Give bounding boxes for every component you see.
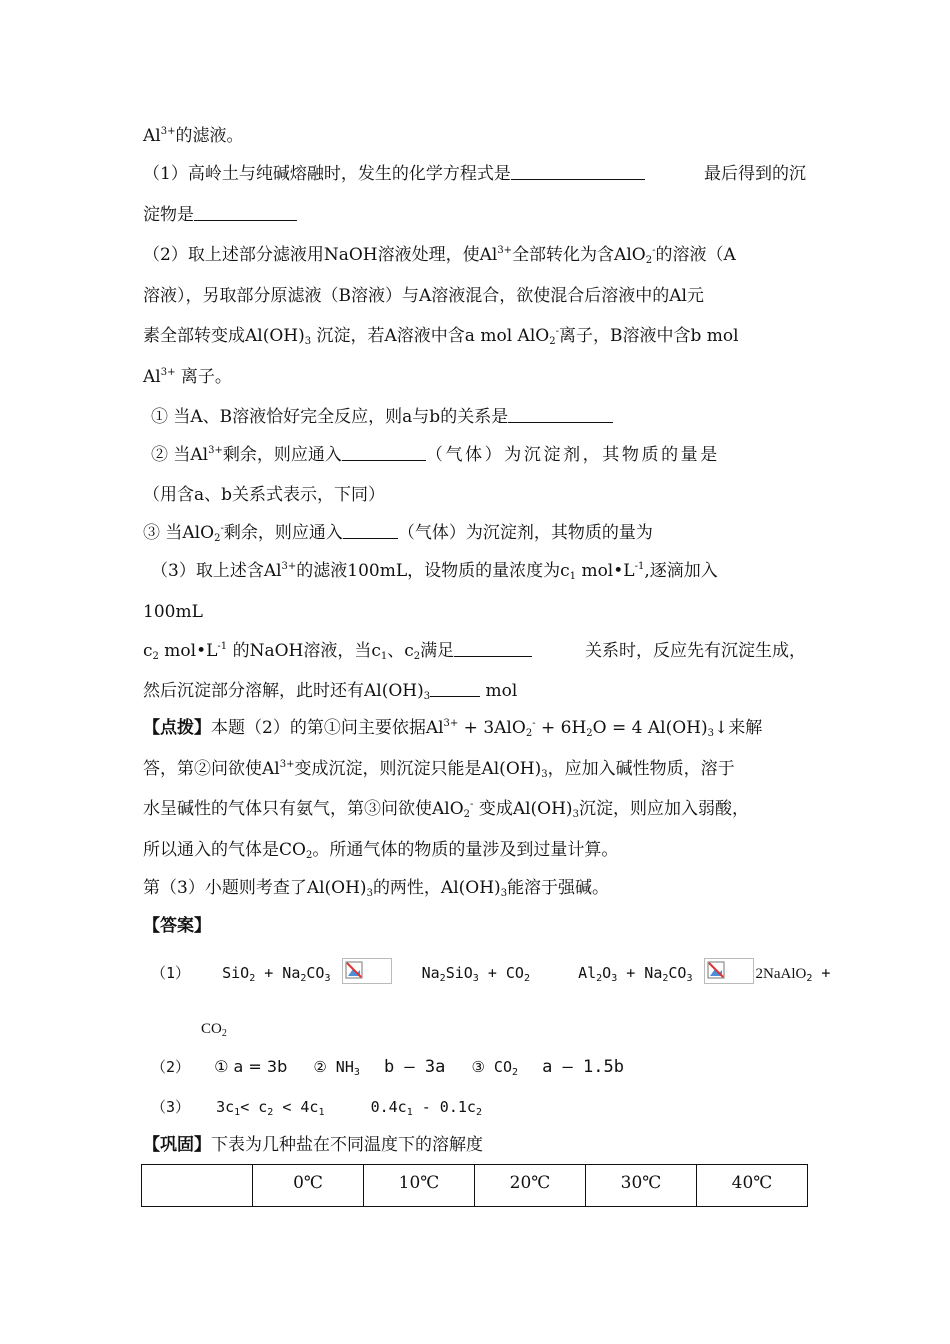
answer-heading: 【答案】 [143,916,211,936]
answer-blank[interactable] [342,446,426,461]
answer-blank[interactable] [430,682,480,697]
question-2-sub-2: ② 当$Al^{3+}$剩余，则应通入 （气体）为沉淀剂，其物质的量是 [151,445,720,465]
question-2-line-1: （2）取上述部分滤液用NaOH溶液处理，使Al $^{3+}$全部转化为含AlO$_2$-的溶液（A [143,245,736,266]
answer-blank[interactable] [194,206,297,221]
question-3-line-1: （3）取上述含$Al^{3+}$的滤液100mL，设物质的量浓度为$c_1$ $mol•L^{-1}$,逐滴加入 [151,561,718,582]
question-2-line-3: 素全部转变成$Al(OH)_3$ 沉淀，若A溶液中含a mol AlO$_2$-离子，B溶液中含b mol [143,326,739,347]
broken-image-icon [704,958,754,984]
tip-heading: 【点拨】 [143,718,211,738]
table-cell: 0℃ [253,1165,364,1207]
answer-2: （2） ① a = 3b ② $NH_3$ b – 3a ③ $CO_2$ a – 1.5b [151,1057,624,1078]
answer-blank[interactable] [511,165,645,180]
question-3-line-4: 然后沉淀部分溶解，此时还有$Al(OH)_3$ mol [143,681,518,702]
consolidate-line: 【巩固】下表为几种盐在不同温度下的溶解度 [143,1135,483,1155]
table-cell [142,1165,253,1207]
question-3-line-3: $c_2$ $mol•L^{-1}$ 的NaOH溶液，当$c_1$、$c_2$满足 关系时，反应先有沉淀生成， [143,641,806,662]
tip-line-3: 水呈碱性的气体只有氨气，第③问欲使AlO$_2$- 变成$Al(OH)_3$沉淀，则应加入弱酸， [143,799,749,820]
question-2-line-2: 溶液），另取部分原滤液（B溶液）与A溶液混合，欲使混合后溶液中的Al元 [143,286,704,306]
question-2-sub-2-note: （用含a、b关系式表示，下同） [143,485,386,505]
answer-1-line-2: $CO_2$ [201,1021,227,1039]
answer-blank[interactable] [508,408,613,423]
broken-image-icon [342,958,392,984]
text-line: $Al^{3+}$的滤液。 [143,126,244,146]
tip-line-5: 第（3）小题则考查了$Al(OH)_3$的两性，$Al(OH)_3$能溶于强碱。 [143,878,610,899]
question-2-sub-3: ③ 当AlO$_2$-剩余，则应通入 （气体）为沉淀剂，其物质的量为 [143,523,653,544]
tip-line-1: 【点拨】本题（2）的第①问主要依据$Al^{3+} + 3AlO_2^- + 6H_2O = 4$ $Al(OH)_3↓$来解 [143,718,763,739]
question-1-line-2: 淀物是 [143,204,297,226]
table-cell: 10℃ [364,1165,475,1207]
table-header-row [142,1165,808,1207]
tip-line-4: 所以通入的气体是$CO_2$。所通气体的物质的量涉及到过量计算。 [143,840,619,861]
question-1-line-1: （1）高岭土与纯碱熔融时，发生的化学方程式是 最后得到的沉 [143,164,806,184]
answer-blank[interactable] [343,524,398,539]
answer-blank[interactable] [454,642,532,657]
question-3-line-2: 100mL [143,602,203,622]
table-cell: 40℃ [697,1165,808,1207]
solubility-table [141,1164,808,1207]
question-2-line-4: $Al^{3+}$ 离子。 [143,367,232,387]
table-cell: 20℃ [475,1165,586,1207]
tip-line-2: 答，第②问欲使$Al^{3+}$变成沉淀，则沉淀只能是$Al(OH)_3$，应加入碱性物质，溶于 [143,759,735,780]
answer-1-line-1: （1） $SiO_2 + Na_2CO_3$ $Na_2SiO_3 + CO_2$ $Al_2O_3 + Na_2CO_3$ 2NaAlO$_2$ + [151,958,830,985]
question-2-sub-1: ① 当A、B溶液恰好完全反应，则a与b的关系是 [151,406,613,428]
consolidate-heading: 【巩固】 [143,1135,211,1155]
answer-3: （3） $3c_1< c_2 < 4c_1$ $0.4c_1 - 0.1c_2$ [151,1098,482,1118]
table-cell: 30℃ [586,1165,697,1207]
